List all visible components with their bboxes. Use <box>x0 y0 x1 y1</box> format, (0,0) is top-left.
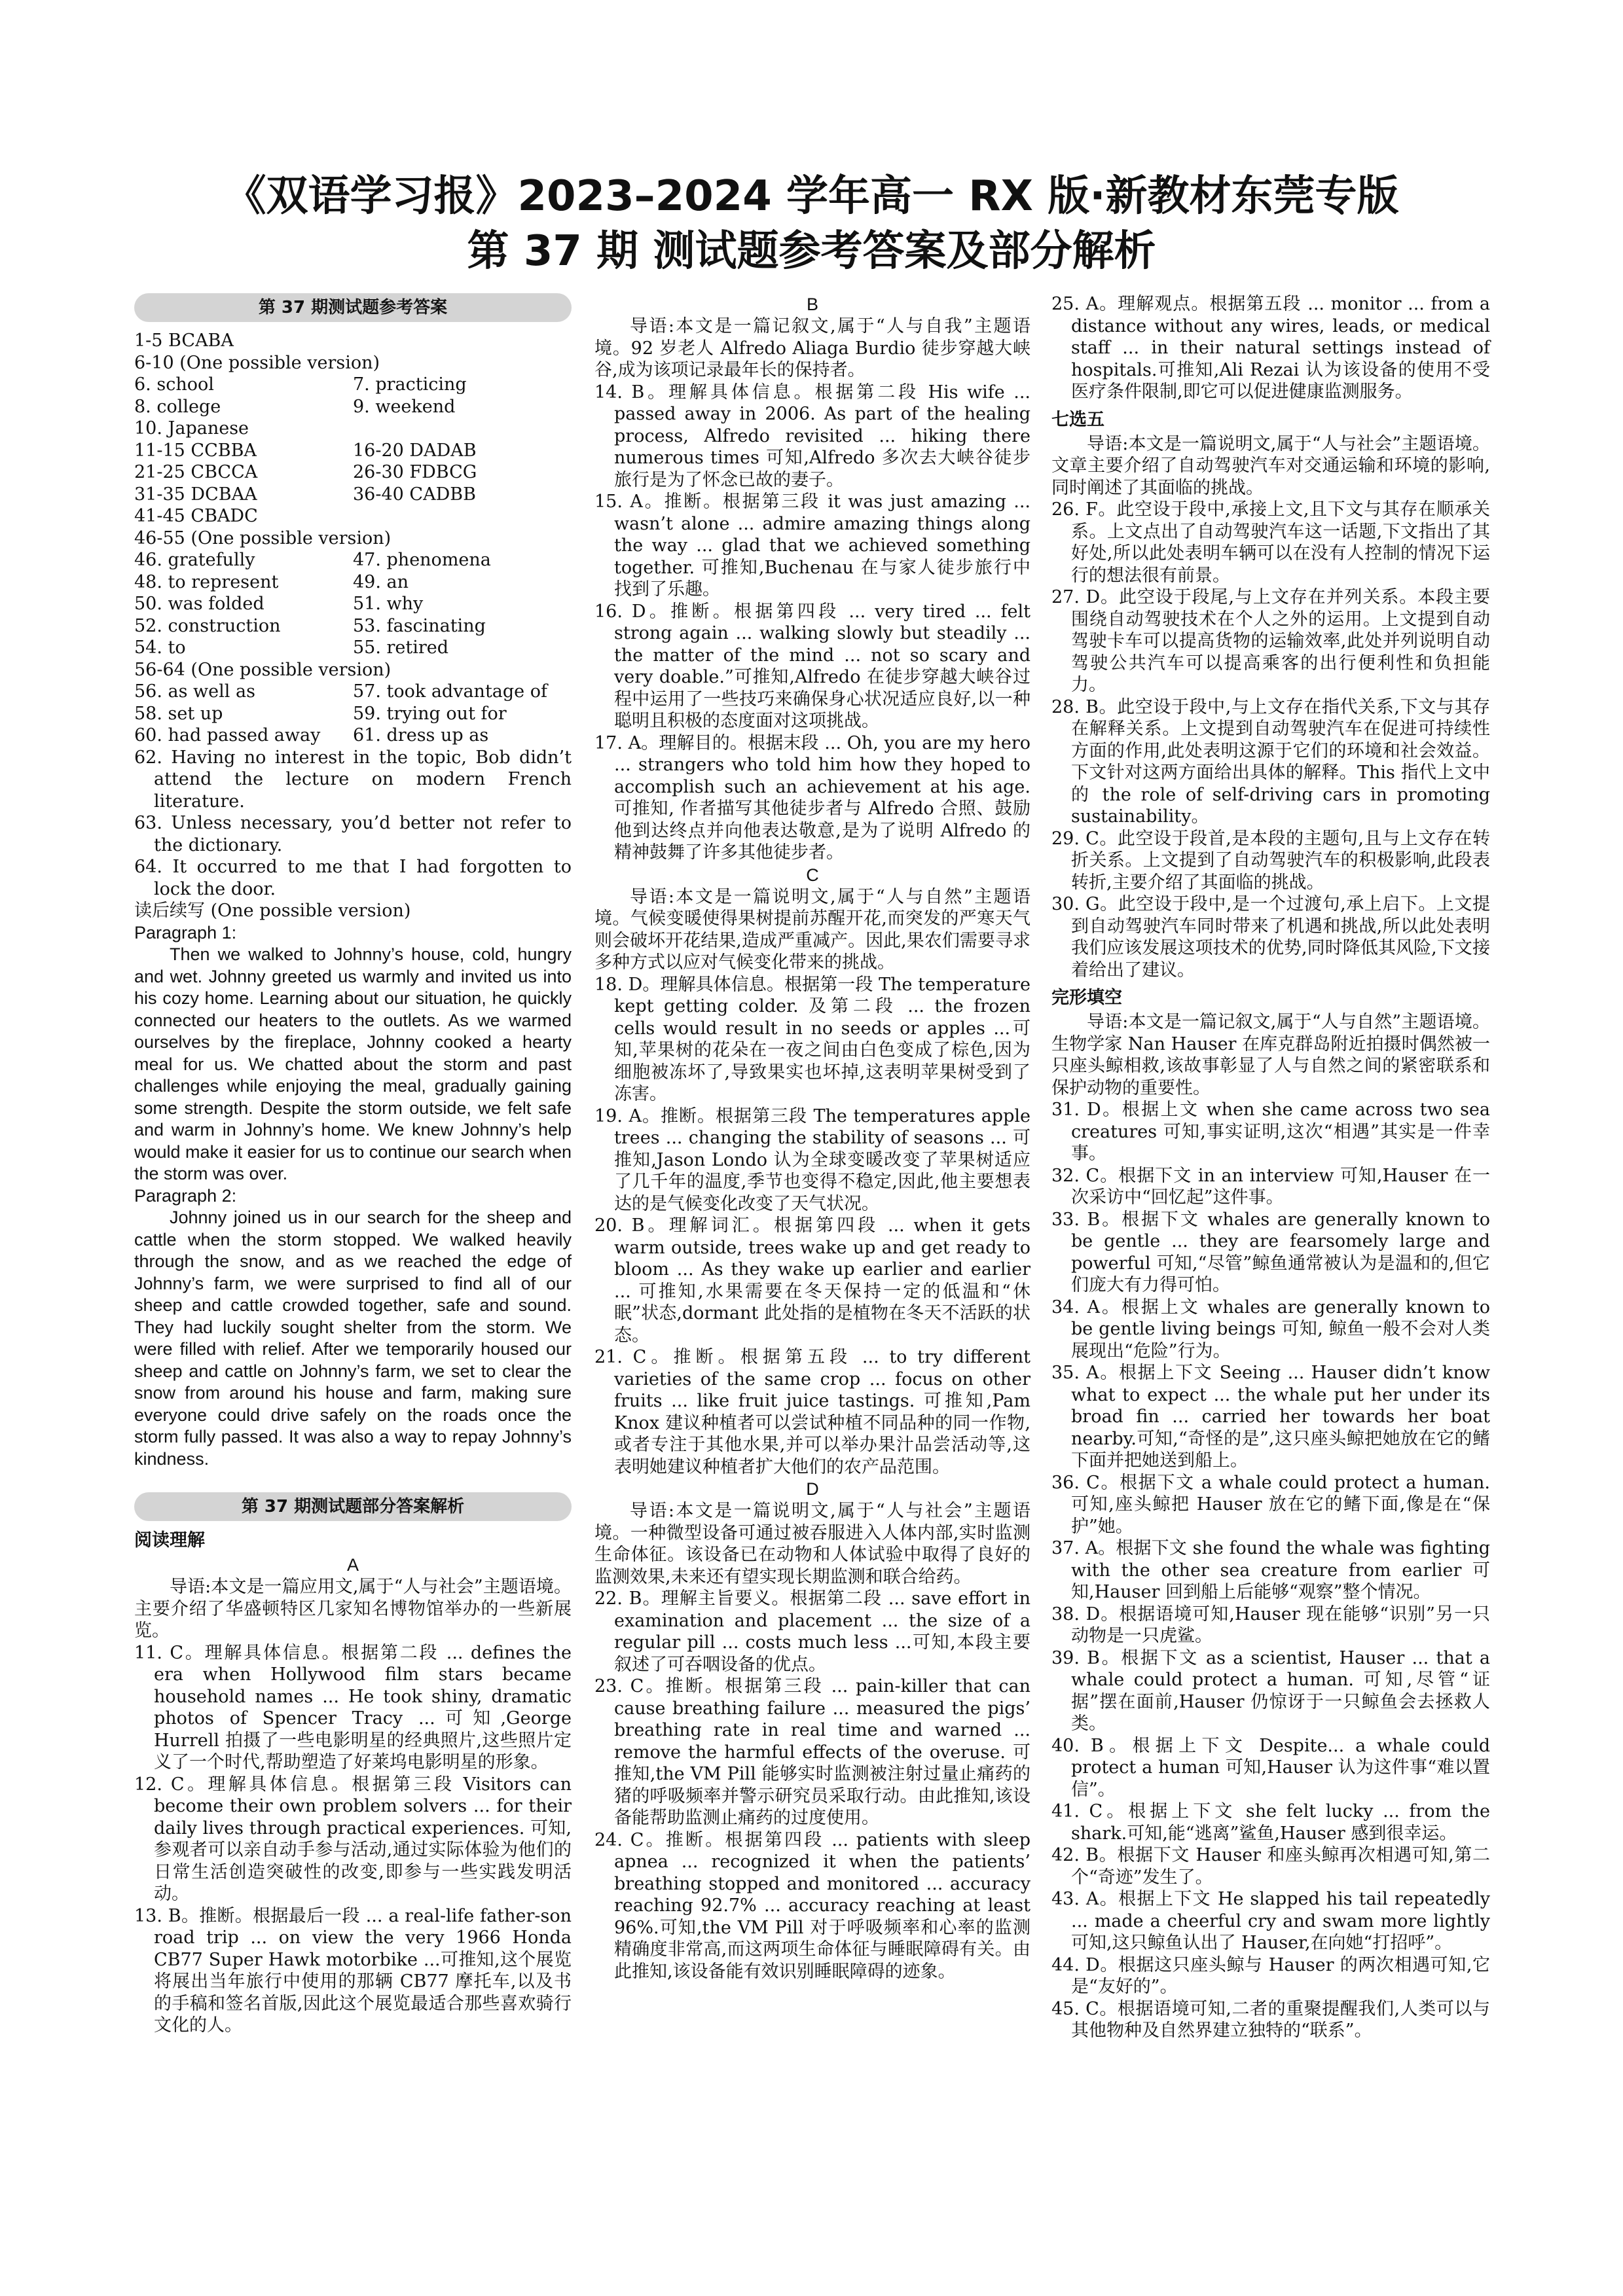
explanation-item: 31. D。根据上文 when she came across two sea creatures 可知,事实证明,这次“相遇”其实是一件幸事。 <box>1051 1100 1490 1164</box>
answer-line: 1-5 BCABA <box>134 331 234 351</box>
passage-intro: 导语:本文是一篇说明文,属于“人与社会”主题语境。文章主要介绍了自动驾驶汽车对交通运输和环境的影响,同时阐述了其面临的挑战。 <box>1051 433 1490 498</box>
page-title <box>0 169 1623 279</box>
explanation-item: 20. B。理解词汇。根据第四段 ... when it gets warm outside, trees wake up and get ready to bloom ... As they wake up earlier and earlier ... 可推知,水果需要在冬天保持一定的低温和“休眠”状态,dormant 此处指的是植物在冬天不活跃的状态。 <box>594 1215 1030 1346</box>
answer-sentence: 64. It occurred to me that I had forgotten to lock the door. <box>134 857 572 899</box>
writing-heading: 读后续写 (One possible version) <box>134 901 411 921</box>
answer-row <box>134 461 572 484</box>
answer-cell: 46. gratefully <box>134 550 255 570</box>
answer-cell: 47. phenomena <box>353 550 491 570</box>
passage-letter: D <box>806 1479 819 1499</box>
answer-cell: 53. fascinating <box>353 615 486 636</box>
explanation-item: 45. C。根据语境可知,二者的重聚提醒我们,人类可以与其他物种及自然界建立独特的“联系”。 <box>1051 1998 1490 2041</box>
column-3 <box>1051 293 1490 2042</box>
explanation-item: 38. D。根据语境可知,Hauser 现在能够“识别”另一只动物是一只虎鲨。 <box>1051 1604 1490 1646</box>
passage-letter: A <box>346 1555 359 1575</box>
passage-intro: 导语:本文是一篇应用文,属于“人与社会”主题语境。主要介绍了华盛顿特区几家知名博物馆举办的一些新展览。 <box>134 1577 572 1641</box>
paragraph-label: Paragraph 2: <box>134 1185 237 1206</box>
passage-letter: B <box>806 295 818 314</box>
explanation-item: 25. A。理解观点。根据第五段 ... monitor ... from a distance without any wires, leads, or medical staff ... in their natural settings instead of hospitals.可推知,Ali Rezai 认为该设备的使用不受医疗条件限制,即它可以促进健康监测服务。 <box>1051 294 1490 402</box>
explanation-item: 44. D。根据这只座头鲸与 Hauser 的两次相遇可知,它是“友好的”。 <box>1051 1954 1490 1997</box>
column-1 <box>134 293 572 2037</box>
answer-cell: 56. as well as <box>134 681 255 702</box>
explanation-item: 24. C。推断。根据第四段 ... patients with sleep apnea ... recognized it when the patients’ breathing stopped and monitored ... accuracy reaching 92.7% ... accuracy reaching at least 96%.可知,the VM Pill 对于呼吸频率和心率的监测精确度非常高,而这两项生命体征与睡眠障碍有关。由此推知,该设备能有效识别睡眠障碍的迹象。 <box>594 1829 1030 1982</box>
explanation-item: 22. B。理解主旨要义。根据第二段 ... save effort in examination and placement ... the size of a regular pill ... costs much less ...可知,本段主要叙述了可吞咽设备的优点。 <box>594 1588 1030 1675</box>
answer-cell: 50. was folded <box>134 594 264 614</box>
section-heading: 七选五 <box>1051 409 1104 430</box>
answer-row <box>134 637 572 659</box>
answer-cell: 16-20 DADAB <box>353 440 477 461</box>
answer-cell: 11-15 CCBBA <box>134 440 257 461</box>
answer-cell: 6. school <box>134 374 214 395</box>
answer-sentence: 62. Having no interest in the topic, Bob didn’t attend the lecture on modern French literature. <box>134 747 572 812</box>
answer-row <box>134 725 572 747</box>
explanation-item: 26. F。此空设于段中,承接上文,且下文与其存在顺承关系。上文点出了自动驾驶汽车这一话题,下文指出了其好处,所以此处表明车辆可以在没有人控制的情况下运行的想法很有前景。 <box>1051 499 1490 586</box>
answer-sentence: 63. Unless necessary, you’d better not refer to the dictionary. <box>134 813 572 855</box>
explanation-item: 15. A。推断。根据第三段 it was just amazing ... wasn’t alone ... admire amazing things along the way ... glad that we achieved something together. 可推知,Buchenau 在与家人徒步旅行中找到了乐趣。 <box>594 492 1030 600</box>
answer-cell: 51. why <box>353 594 424 614</box>
explanation-item: 16. D。推断。根据第四段 ... very tired ... felt strong again ... walking slowly but steadily ... the matter of the mind ... not so scary and very doable.”可推知,Alfredo 在徒步穿越大峡谷过程中运用了一些技巧来确保身心状况适应良好,以一种聪明且积极的态度面对这项挑战。 <box>594 601 1030 731</box>
answer-row <box>134 484 572 506</box>
explanation-item: 23. C。推断。根据第三段 ... pain-killer that can cause breathing failure ... measured the pigs’ breathing rate in real time and warned ... remove the harmful effects of the overuse. 可推知,the VM Pill 能够实时监测被注射过量止痛药的猪的呼吸频率并警示研究员采取行动。由此推知,该设备能帮助监测止痛药的过度使用。 <box>594 1676 1030 1828</box>
answer-cell: 59. trying out for <box>353 703 507 724</box>
writing-paragraph: Johnny joined us in our search for the sheep and cattle when the storm stopped. We walked heavily through the snow, and as we reached the edge of Johnny’s farm, we were surprised to find all of our sheep and cattle crowded together, safe and sound. They had luckily sought shelter from the storm. We were filled with relief. After we temporarily housed our sheep and cattle on Johnny’s farm, we set to clear the snow from around his house and farm, making sure everyone could drive safely on the roads once the storm fully passed. It was also a way to repay Johnny’s kindness. <box>134 1208 572 1469</box>
answer-cell: 57. took advantage of <box>353 681 547 702</box>
answer-row <box>134 374 572 396</box>
explanation-item: 33. B。根据下文 whales are generally known to be gentle ... they are fearsomely large and powerful 可知,“尽管”鲸鱼通常被认为是温和的,但它们庞大有力得可怕。 <box>1051 1209 1490 1295</box>
answer-line: 6-10 (One possible version) <box>134 352 380 373</box>
explanation-item: 41. C。根据上下文 she felt lucky ... from the shark.可知,能“逃离”鲨鱼,Hauser 感到很幸运。 <box>1051 1801 1490 1844</box>
passage-intro: 导语:本文是一篇记叙文,属于“人与自然”主题语境。生物学家 Nan Hauser 在库克群岛附近拍摄时偶然被一只座头鲸相救,该故事彰显了人与自然之间的紧密联系和保护动物的重要性。 <box>1051 1012 1490 1098</box>
answer-row <box>134 396 572 418</box>
answer-row <box>134 681 572 703</box>
explanation-item: 11. C。理解具体信息。根据第二段 ... defines the era when Hollywood film stars became household names ... He took shiny, dramatic photos of Spencer Tracy ...可知,George Hurrell 拍摄了一些电影明星的经典照片,这些照片定义了一个时代,帮助塑造了好莱坞电影明星的形象。 <box>134 1642 572 1772</box>
explanation-item: 14. B。理解具体信息。根据第二段 His wife ... passed away in 2006. As part of the healing process, Alfredo revisited ... hiking there numerous times 可知,Alfredo 多次去大峡谷徒步旅行是为了怀念已故的妻子。 <box>594 382 1030 490</box>
explanation-item: 27. D。此空设于段尾,与上文存在并列关系。本段主要围绕自动驾驶技术在个人之外的运用。上文提到自动驾驶卡车可以提高货物的运输效率,此处并列说明自动驾驶公共汽车可以提高乘客的出行便利性和负担能力。 <box>1051 587 1490 695</box>
answer-row <box>134 593 572 615</box>
writing-paragraph: Then we walked to Johnny’s house, cold, hungry and wet. Johnny greeted us warmly and invited us into his cozy home. Learning about our situation, he quickly connected our heaters to the outlets. As we warmed ourselves by the fireplace, Johnny cooked a hearty meal for us. We chatted about the storm and past challenges while enjoying the meal, gradually gaining some strength. Despite the storm outside, we felt safe and warm in Johnny’s home. We knew Johnny’s help would make it easier for us to continue our search when the storm was over. <box>134 944 572 1183</box>
answer-cell: 60. had passed away <box>134 725 321 745</box>
answer-row <box>134 440 572 462</box>
explanation-item: 28. B。此空设于段中,与上文存在指代关系,下文与其存在解释关系。上文提到自动驾驶汽车在促进可持续性方面的作用,此处表明这源于它们的环境和社会效益。下文针对这两方面给出具体的解释。This 指代上文中的 the role of self-driving cars in promoting sustainability。 <box>1051 696 1490 827</box>
passage-intro: 导语:本文是一篇记叙文,属于“人与自我”主题语境。92 岁老人 Alfredo Aliaga Burdio 徒步穿越大峡谷,成为该项记录最年长的保持者。 <box>594 316 1030 380</box>
explanation-item: 39. B。根据下文 as a scientist, Hauser ... that a whale could protect a human. 可知,尽管“证据”摆在面前,Hauser 仍惊讶于一只鲸鱼会去拯救人类。 <box>1051 1647 1490 1734</box>
answer-cell: 58. set up <box>134 703 223 724</box>
column-2 <box>594 293 1030 1982</box>
answer-line: 56-64 (One possible version) <box>134 659 392 680</box>
explanation-item: 42. B。根据下文 Hauser 和座头鲸再次相遇可知,第二个“奇迹”发生了。 <box>1051 1845 1490 1888</box>
explanation-item: 29. C。此空设于段首,是本段的主题句,且与上文存在转折关系。上文提到了自动驾驶汽车的积极影响,此段表转折,主要介绍了其面临的挑战。 <box>1051 828 1490 893</box>
answer-line: 41-45 CBADC <box>134 506 258 526</box>
answer-row <box>134 615 572 637</box>
section-heading: 完形填空 <box>1051 988 1122 1008</box>
answer-cell: 54. to <box>134 637 186 658</box>
answer-row <box>134 549 572 571</box>
answer-cell: 49. an <box>353 571 409 592</box>
explanation-item: 43. A。根据上下文 He slapped his tail repeatedly ... made a cheerful cry and swam more lightly 可知,这只鲸鱼认出了 Hauser,在向她“打招呼”。 <box>1051 1889 1490 1953</box>
explanation-item: 30. G。此空设于段中,是一个过渡句,承上启下。上文提到自动驾驶汽车同时带来了机遇和挑战,所以此处表明我们应该发展这项技术的优势,同时降低其风险,下文接着给出了建议。 <box>1051 894 1490 980</box>
answer-cell: 55. retired <box>353 637 449 658</box>
answer-line: 46-55 (One possible version) <box>134 528 392 548</box>
explanation-item: 36. C。根据下文 a whale could protect a human. 可知,座头鲸把 Hauser 放在它的鳍下面,像是在“保护”她。 <box>1051 1472 1490 1537</box>
answers-header: 第 37 期测试题参考答案 <box>134 293 572 322</box>
section-heading: 阅读理解 <box>134 1530 205 1551</box>
answer-cell: 7. practicing <box>353 374 467 395</box>
answer-cell: 52. construction <box>134 615 281 636</box>
answer-row <box>134 703 572 725</box>
paragraph-label: Paragraph 1: <box>134 922 237 942</box>
explanation-item: 37. A。根据下文 she found the whale was fighting with the other sea creature from earlier 可知,Hauser 回到船上后能够“观察”整个情况。 <box>1051 1538 1490 1602</box>
explanation-item: 19. A。推断。根据第三段 The temperatures apple trees ... changing the stability of seasons ... 可推知,Jason Londo 认为全球变暖改变了苹果树适应了几千年的温度,季节也变得不稳定,因此,他主要想表达的是气候变化改变了天气状况。 <box>594 1105 1030 1214</box>
answer-cell: 26-30 FDBCG <box>353 462 477 482</box>
answer-cell: 36-40 CADBB <box>353 484 476 505</box>
passage-intro: 导语:本文是一篇说明文,属于“人与社会”主题语境。一种微型设备可通过被吞服进入人体内部,实时监测生命体征。该设备已在动物和人体试验中取得了良好的监测效果,未来还有望实现长期监测和联合给药。 <box>594 1501 1030 1587</box>
answer-cell: 9. weekend <box>353 396 456 417</box>
answer-cell: 61. dress up as <box>353 725 489 745</box>
answer-cell: 31-35 DCBAA <box>134 484 257 505</box>
answer-row <box>134 571 572 594</box>
analysis-header: 第 37 期测试题部分答案解析 <box>134 1492 572 1521</box>
answer-line: 10. Japanese <box>134 418 249 439</box>
title-line-1: 《双语学习报》2023–2024 学年高一 RX 版·新教材东莞专版 <box>224 172 1399 221</box>
passage-intro: 导语:本文是一篇说明文,属于“人与自然”主题语境。气候变暖使得果树提前苏醒开花,而突发的严寒天气则会破坏开花结果,造成严重减产。因此,果农们需要寻求多种方式以应对气候变化带来的挑战。 <box>594 886 1030 973</box>
explanation-item: 34. A。根据上文 whales are generally known to be gentle living beings 可知, 鲸鱼一般不会对人类展现出“危险”行为。 <box>1051 1297 1490 1361</box>
explanation-item: 12. C。理解具体信息。根据第三段 Visitors can become their own problem solvers ... for their daily lives through practical experiences. 可知,参观者可以亲自动手参与活动,通过实际体验为他们的日常生活创造突破性的改变,即参与一些实践发明活动。 <box>134 1774 572 1904</box>
answer-cell: 8. college <box>134 396 221 417</box>
explanation-item: 32. C。根据下文 in an interview 可知,Hauser 在一次采访中“回忆起”这件事。 <box>1051 1165 1490 1208</box>
passage-letter: C <box>806 865 819 885</box>
explanation-item: 21. C。推断。根据第五段 ... to try different varieties of the same crop ... focus on other fruits ... like fruit juice tastings. 可推知,Pam Knox 建议种植者可以尝试种植不同品种的同一作物,或者专注于其他水果,并可以举办果汁品尝活动等,这表明她建议种植者扩大他们的农产品范围。 <box>594 1347 1030 1477</box>
answer-cell: 21-25 CBCCA <box>134 462 258 482</box>
title-line-2: 第 37 期 测试题参考答案及部分解析 <box>467 227 1156 276</box>
answer-cell: 48. to represent <box>134 571 279 592</box>
explanation-item: 18. D。理解具体信息。根据第一段 The temperature kept getting colder. 及第二段 ... the frozen cells would result in no seeds or apples ...可知,苹果树的花朵在一夜之间由白色变成了棕色,因为细胞被冻坏了,导致果实也坏掉,这表明苹果树受到了冻害。 <box>594 974 1030 1104</box>
explanation-item: 40. B。根据上下文 Despite... a whale could protect a human 可知,Hauser 认为这件事“难以置信”。 <box>1051 1735 1490 1800</box>
explanation-item: 13. B。推断。根据最后一段 ... a real-life father-son road trip ... on view the very 1966 Honda CB77 Super Hawk motorbike ...可推知,这个展览将展出当年旅行中使用的那辆 CB77 摩托车,以及书的手稿和签名首版,因此这个展览最适合那些喜欢骑行文化的人。 <box>134 1905 572 2036</box>
explanation-item: 17. A。理解目的。根据末段 ... Oh, you are my hero ... strangers who told him how they hoped to accomplish such an achievement at his age. 可推知, 作者描写其他徒步者与 Alfredo 合照、鼓励他到达终点并向他表达敬意,是为了说明 Alfredo 的精神鼓舞了许多其他徒步者。 <box>594 732 1030 863</box>
explanation-item: 35. A。根据上下文 Seeing ... Hauser didn’t know what to expect ... the whale put her under its broad fin ... carried her towards her boat nearby.可知,“奇怪的是”,这只座头鲸把她放在它的鳍下面并把她送到船上。 <box>1051 1363 1490 1471</box>
